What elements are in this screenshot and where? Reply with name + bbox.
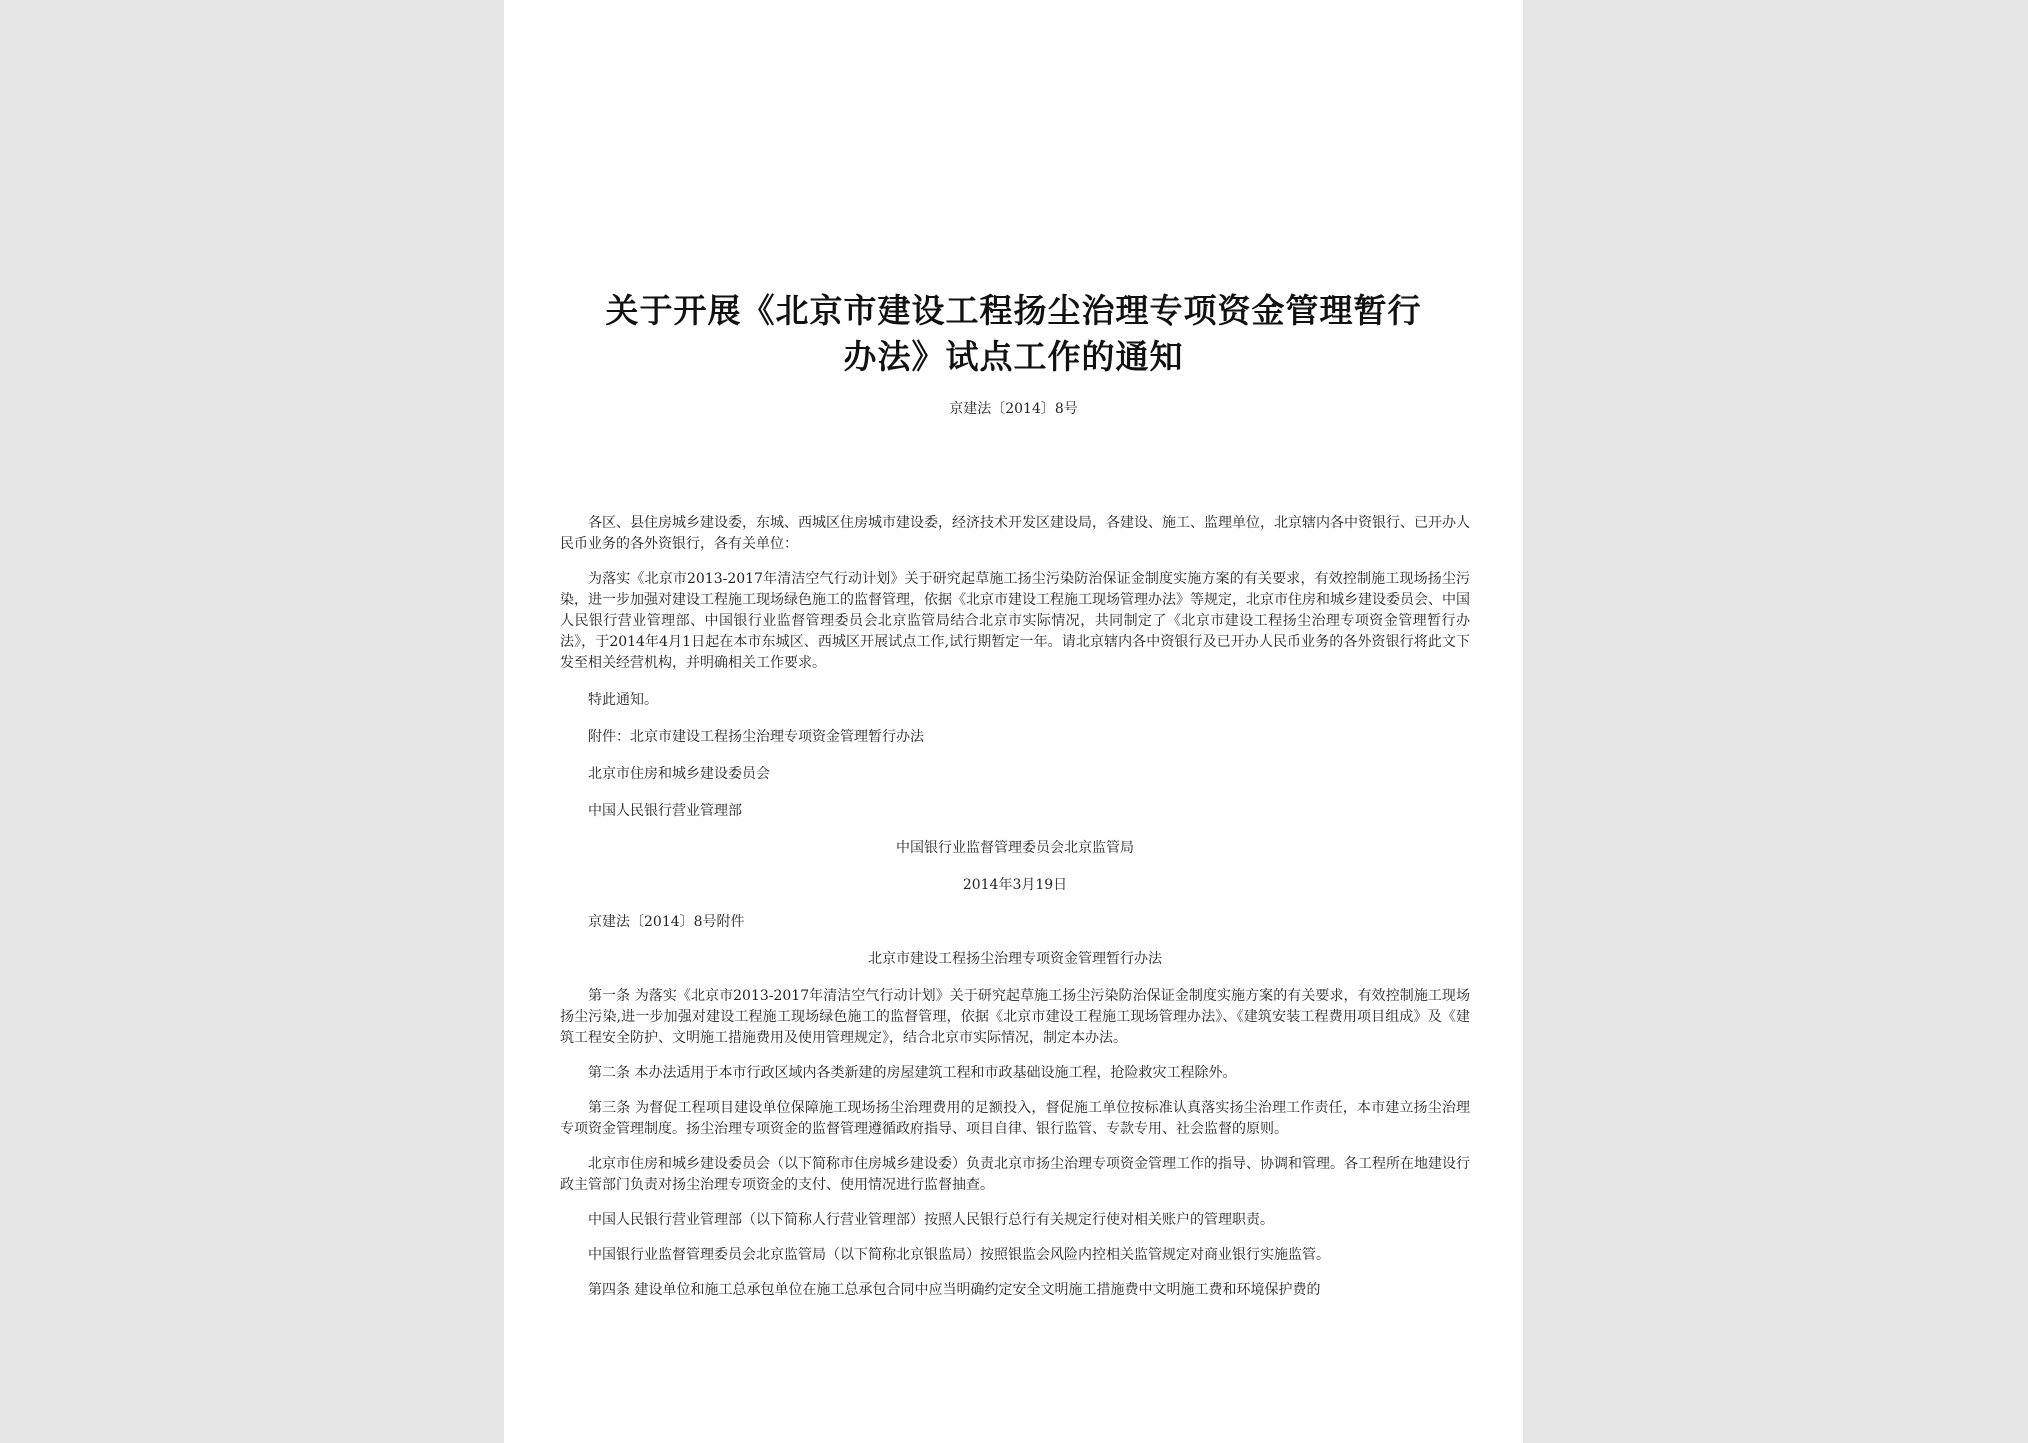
document-page	[504, 0, 1523, 1443]
article-paragraph: 第一条 为落实《北京市2013-2017年清洁空气行动计划》关于研究起草施工扬尘污染防治保证金制度实施方案的有关要求，有效控制施工现场扬尘污染,进一步加强对建设工程施工现场绿色施工的监督管理，依据《北京市建设工程施工现场管理办法》、《建筑安装工程费用项目组成》及《建筑工程安全防护、文明施工措施费用及使用管理规定》，结合北京市实际情况，制定本办法。	[560, 988, 1470, 1046]
article-paragraph: 中国人民银行营业管理部（以下简称人行营业管理部）按照人民银行总行有关规定行使对相关账户的管理职责。	[588, 1212, 1274, 1228]
title-line-1: 关于开展《北京市建设工程扬尘治理专项资金管理暂行	[605, 291, 1422, 330]
addressees-paragraph: 各区、县住房城乡建设委，东城、西城区住房城市建设委，经济技术开发区建设局，各建设、施工、监理单位，北京辖内各中资银行、已开办人民币业务的各外资银行，各有关单位：	[560, 515, 1470, 552]
article-paragraph: 第二条 本办法适用于本市行政区域内各类新建的房屋建筑工程和市政基础设施工程，抢险救灾工程除外。	[588, 1065, 1237, 1081]
issuer-line: 中国人民银行营业管理部	[588, 803, 742, 819]
intro-paragraph: 为落实《北京市2013-2017年清洁空气行动计划》关于研究起草施工扬尘污染防治保证金制度实施方案的有关要求，有效控制施工现场扬尘污染，进一步加强对建设工程施工现场绿色施工的监督管理，依据《北京市建设工程施工现场管理办法》等规定，北京市住房和城乡建设委员会、中国人民银行营业管理部、中国银行业监督管理委员会北京监管局结合北京市实际情况，共同制定了《北京市建设工程扬尘治理专项资金管理暂行办法》，于2014年4月1日起在本市东城区、西城区开展试点工作,试行期暂定一年。请北京辖内各中资银行及已开办人民币业务的各外资银行将此文下发至相关经营机构，并明确相关工作要求。	[560, 571, 1470, 671]
document-number: 京建法〔2014〕8号	[949, 401, 1078, 417]
document-title	[544, 288, 1483, 380]
issuer-line: 北京市住房和城乡建设委员会	[588, 766, 770, 782]
attachment-line: 附件：北京市建设工程扬尘治理专项资金管理暂行办法	[588, 729, 924, 745]
article-paragraph: 第三条 为督促工程项目建设单位保障施工现场扬尘治理费用的足额投入，督促施工单位按标准认真落实扬尘治理工作责任，本市建立扬尘治理专项资金管理制度。扬尘治理专项资金的监督管理遵循政府指导、项目自律、银行监管、专款专用、社会监督的原则。	[560, 1100, 1470, 1137]
article-paragraph: 中国银行业监督管理委员会北京监管局（以下简称北京银监局）按照银监会风险内控相关监管规定对商业银行实施监管。	[588, 1247, 1330, 1263]
attachment-title: 北京市建设工程扬尘治理专项资金管理暂行办法	[868, 951, 1162, 967]
issue-date: 2014年3月19日	[962, 877, 1068, 893]
document-body	[560, 513, 1470, 1301]
issuer-line: 中国银行业监督管理委员会北京监管局	[896, 840, 1134, 856]
attachment-reference: 京建法〔2014〕8号附件	[588, 914, 745, 930]
title-line-2: 办法》试点工作的通知	[843, 337, 1184, 376]
notice-line: 特此通知。	[588, 692, 658, 708]
article-paragraph: 第四条 建设单位和施工总承包单位在施工总承包合同中应当明确约定安全文明施工措施费中文明施工费和环境保护费的	[588, 1282, 1321, 1298]
article-paragraph: 北京市住房和城乡建设委员会（以下简称市住房城乡建设委）负责北京市扬尘治理专项资金管理工作的指导、协调和管理。各工程所在地建设行政主管部门负责对扬尘治理专项资金的支付、使用情况进行监督抽查。	[560, 1156, 1470, 1193]
